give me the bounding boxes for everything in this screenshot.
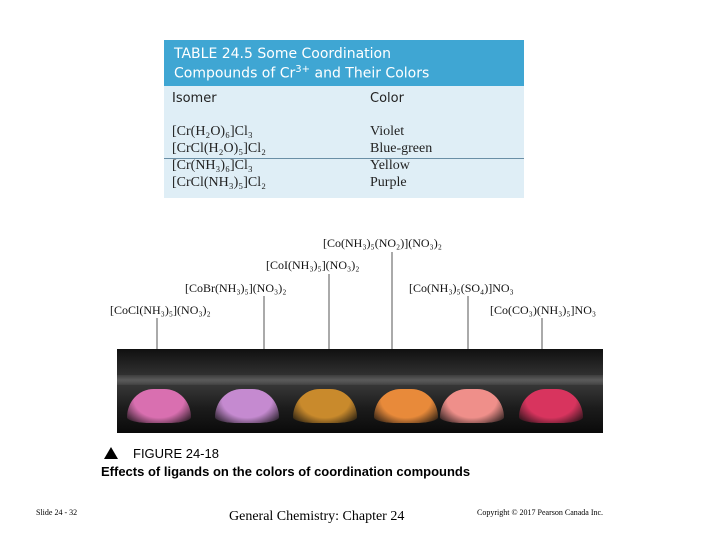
powder-pile (440, 389, 504, 423)
powder-pile (519, 389, 583, 423)
compound-label: [CoCl(NH₃)₅](NO₃)₂ (110, 303, 211, 317)
figure-caption: Effects of ligands on the colors of coordination compounds (101, 464, 471, 479)
color-cell: Violet (370, 124, 405, 139)
isomer-cell: [CrCl(NH₃)₅]Cl₂ (172, 175, 266, 190)
color-cell: Blue-green (370, 141, 433, 156)
column-header-color: Color (370, 91, 404, 106)
compound-label: [CoBr(NH₃)₅](NO₃)₂ (185, 281, 287, 295)
triangle-marker-icon (104, 447, 118, 459)
photo-sheen (117, 375, 603, 385)
isomer-cell: [CrCl(H₂O)₅]Cl₂ (172, 141, 266, 156)
compound-label: [Co(NH₃)₅(SO₄)]NO₃ (409, 281, 514, 295)
compound-label: [Co(NH₃)₅(NO₂)](NO₃)₂ (323, 236, 442, 250)
compound-label: [Co(CO₃)(NH₃)₅]NO₃ (490, 303, 597, 317)
isomer-cell: [Cr(NH₃)₆]Cl₃ (172, 158, 253, 173)
table-title-line1: TABLE 24.5 Some Coordination (174, 46, 391, 62)
footer-copyright: Copyright © 2017 Pearson Canada Inc. (477, 508, 604, 517)
figure-title: FIGURE 24-18 (133, 446, 219, 461)
powder-samples-photo (117, 349, 603, 433)
column-header-isomer: Isomer (172, 91, 217, 106)
table-title-line2: Compounds of $Cr^{3+}$ and Their Colors (174, 64, 430, 82)
powder-pile (215, 389, 279, 423)
powder-pile (127, 389, 191, 423)
powder-pile (374, 389, 438, 423)
slide-number: Slide 24 - 32 (36, 508, 78, 517)
color-cell: Yellow (370, 158, 410, 173)
powder-pile (293, 389, 357, 423)
compound-label: [CoI(NH₃)₅](NO₃)₂ (266, 258, 360, 272)
isomer-cell: [Cr(H₂O)₆]Cl₃ (172, 124, 253, 139)
color-cell: Purple (370, 175, 407, 190)
footer-course: General Chemistry: Chapter 24 (229, 509, 405, 524)
